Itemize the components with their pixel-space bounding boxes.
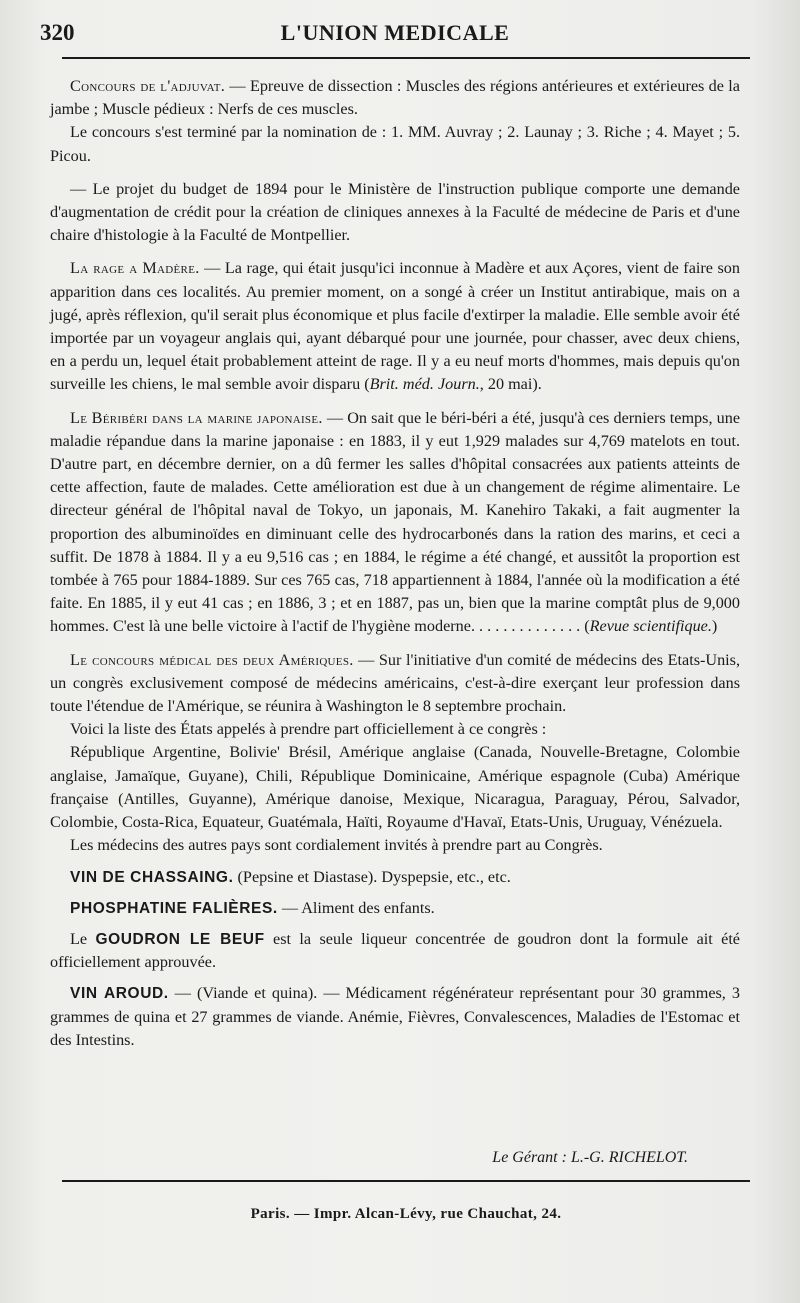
paragraph-text: — On sait que le béri-béri a été, jusqu'à ces derniers temps, une maladie répandue dans la marine japonaise : en 1883, il y eut 1,929 malades sur 4,769 matelots en tout. D'autre part, en décembre dernier, on a dû fermer les salles d'hôpital consacrées aux patients atteints de cette affection, faute de malades. Cette amélioration est due à un changement de régime alimentaire. Le directeur général de l'hôpital naval de Tokyo, un japonais, M. Kanehiro Takaki, a fait augmenter la proportion des albuminoïdes en diminuant celle des hydrocarbonés dans la ration des marins, et ceci a suffit. De 1878 à 1884. Il y a eu 9,516 cas ; en 1884, le régime a été changé, et aussitôt la proportion est tombée à 765 pour 1884-1889. Sur ces 765 cas, 718 appartiennent à 1884, l'année où la modification a été faite. En 1885, il y eut 41 cas ; en 1886, 3 ; et en 1887, pas un, bien que la marine comptât plus de 9,000 hommes. C'est là une belle victoire à l'actif de l'hygiène moderne. . . . . . . . . . . . . . (: [50, 408, 741, 636]
paragraph-concours-ameriques: [50, 649, 740, 719]
ad-product-name: VIN DE CHASSAING.: [70, 868, 234, 886]
paragraph-concours-adjuvat: [50, 75, 740, 121]
imprint: Paris. — Impr. Alcan-Lévy, rue Chauchat, 24.: [250, 1206, 562, 1222]
paragraph-text: — La rage, qui était jusqu'ici inconnue à Madère et aux Açores, vient de faire son apparition dans ces localités. Au premier moment, on a songé à créer un Institut antirabique, mais on a jugé, après réflexion, qu'il serait plus économique et plus facile d'extirper la maladie. Elle semble avoir été importée par un voyageur anglais qui, ayant débarqué pour une journée, pour chasser, avec deux chiens, en a perdu un, lequel était probablement atteint de rage. Il y a eu neuf morts d'hommes, mais depuis qu'on surveille les chiens, le mal semble avoir disparu (: [50, 259, 740, 394]
paragraph-invitation: [50, 834, 740, 857]
ad-product-name: PHOSPHATINE FALIÈRES.: [70, 899, 278, 917]
article-body: [50, 75, 740, 1052]
paragraph-text: République Argentine, Bolivie' Brésil, Amérique anglaise (Canada, Nouvelle-Bretagne, Colombie anglaise, Jamaïque, Guyane), Chili, République Dominicaine, Amérique espagnole (Cuba) Amérique française (Antilles, Guyanne), Amérique danoise, Mexique, Nicaragua, Paraguay, Pérou, Salvador, Colombie, Costa-Rica, Equateur, Guatémala, Haïti, Royaume d'Havaï, Etats-Unis, Uruguay, Vénézuela.: [50, 743, 740, 832]
signature-text: Le Gérant : L.-G. RICHELOT.: [492, 1149, 688, 1166]
paragraph-tail: , 20 mai).: [479, 375, 542, 394]
section-lead: Le concours médical des deux Amériques.: [70, 650, 354, 669]
paragraph-beriberi: [50, 407, 740, 639]
paragraph-tail: ): [711, 617, 718, 636]
citation: Revue scientifique.: [589, 617, 712, 636]
paragraph-text: Voici la liste des États appelés à prendre part officiellement à ce congrès :: [70, 720, 547, 739]
section-lead: Le Béribéri dans la marine japonaise.: [70, 408, 323, 427]
paragraph-rage-madere: [50, 257, 740, 396]
paragraph-text: — Le projet du budget de 1894 pour le Ministère de l'instruction publique comporte une demande d'augmentation de crédit pour la création de cliniques annexes à la Faculté de médecine de Paris et d'une chaire d'histologie à la Faculté de Montpellier.: [50, 179, 740, 245]
running-title: L'UNION MEDICALE: [280, 20, 510, 45]
page-header: [40, 18, 750, 58]
ad-text: — Aliment des enfants.: [277, 898, 435, 917]
signature: [62, 1149, 688, 1167]
ad-phosphatine: [50, 897, 740, 920]
header-rule: [62, 57, 750, 59]
paragraph-text: Le concours s'est terminé par la nomination de : 1. MM. Auvray ; 2. Launay ; 3. Riche ; 4. Mayet ; 5. Picou.: [50, 123, 740, 165]
paragraph-pays: [50, 741, 740, 834]
paragraph-liste-etats: [50, 718, 740, 741]
ad-text: est la seule liqueur concentrée de goudron dont la formule ait été officiellement approuvée.: [50, 929, 740, 972]
ad-goudron: [50, 928, 740, 974]
section-lead: Concours de l'adjuvat.: [70, 77, 226, 95]
ad-vin-chassaing: [50, 866, 740, 889]
paragraph-text: — Epreuve de dissection : Muscles des régions antérieures et extérieures de la jambe ; Muscle pédieux : Nerfs de ces muscles.: [50, 77, 740, 119]
ad-text: (Pepsine et Diastase). Dyspepsie, etc., etc.: [233, 867, 511, 886]
page-number: 320: [40, 20, 75, 45]
paragraph-nomination: [50, 121, 740, 167]
paragraph-budget: [50, 178, 740, 248]
paragraph-text: Les médecins des autres pays sont cordialement invités à prendre part au Congrès.: [70, 836, 603, 855]
section-lead: La rage a Madère.: [70, 259, 200, 278]
ad-text: — (Viande et quina). — Médicament régénérateur représentant pour 30 grammes, 3 grammes de quina et 27 grammes de viande. Anémie, Fièvres, Convalescences, Maladies de l'Estomac et des Intestins.: [50, 984, 740, 1049]
ad-pre: Le: [70, 929, 96, 948]
footer-rule: [62, 1180, 750, 1182]
ad-vin-aroud: [50, 982, 740, 1052]
ad-product-name: GOUDRON LE BEUF: [95, 930, 265, 948]
ad-product-name: VIN AROUD.: [70, 985, 169, 1003]
citation: Brit. méd. Journ.: [369, 375, 480, 394]
paragraph-text: — Sur l'initiative d'un comité de médecins des Etats-Unis, un congrès exclusivement composé de médecins américains, c'est-à-dire exerçant leur profession dans toute l'étendue de l'Amérique, se réunira à Washington le 8 septembre prochain.: [50, 650, 741, 716]
